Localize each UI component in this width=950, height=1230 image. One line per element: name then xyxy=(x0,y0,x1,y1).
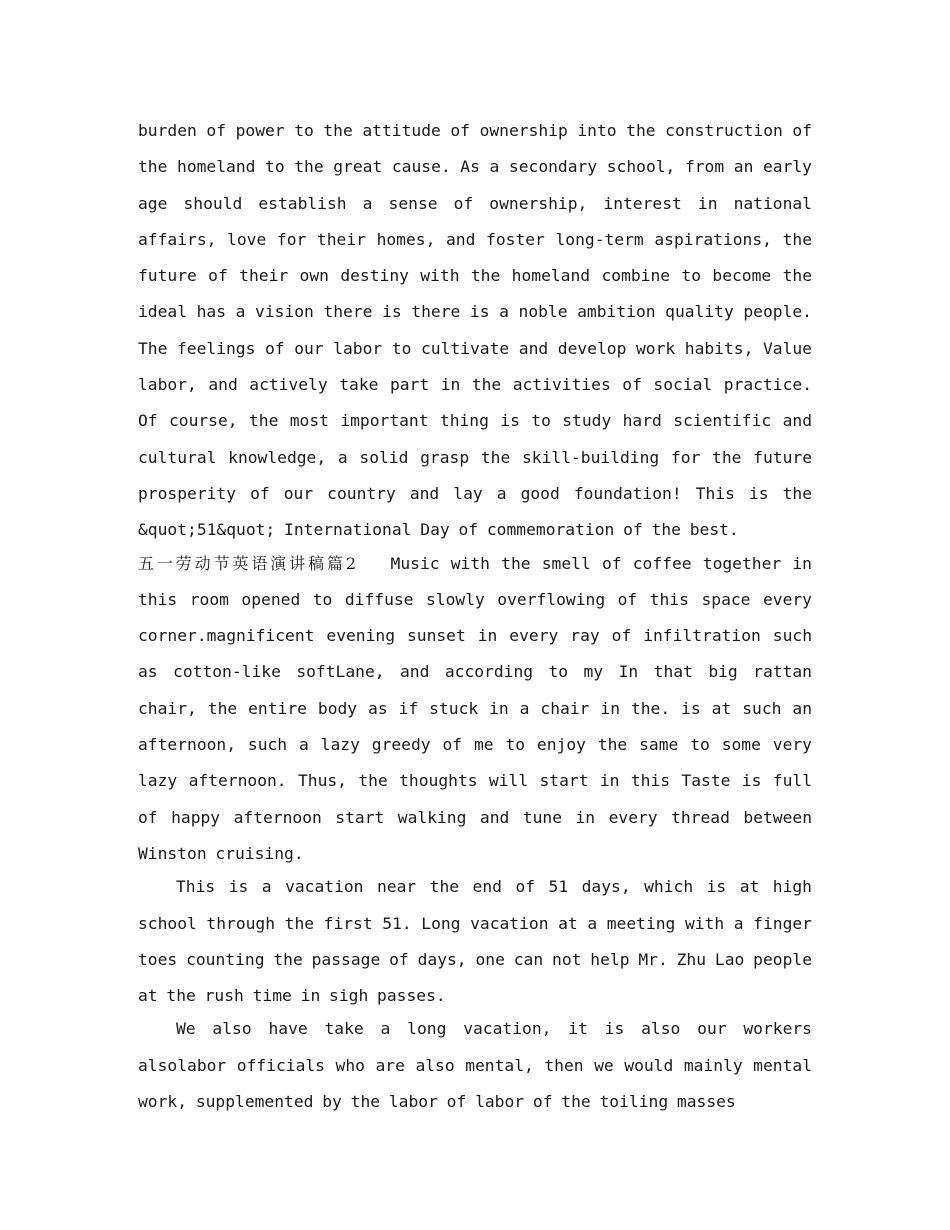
paragraph-vacation-end xyxy=(138,869,812,1014)
document-page xyxy=(138,113,812,1120)
paragraph-text: Music with the smell of coffee together in this room opened to diffuse slowly overflowing of this space every corner.magnificent evening sunset in every ray of infiltration such as cotton-like softLane, and according to my In that big rattan chair, the entire body as if stuck in a chair in the. is at such an afternoon, such a lazy greedy of me to enjoy the same to some very lazy afternoon. Thus, the thoughts will start in this Taste is full of happy afternoon start walking and tune in every thread between Winston cruising. xyxy=(138,553,812,863)
paragraph-music-coffee xyxy=(138,546,812,873)
paragraph-ownership xyxy=(138,113,812,549)
paragraph-long-vacation xyxy=(138,1011,812,1120)
paragraph-text: This is a vacation near the end of 51 days, which is at high school through the first 51. Long vacation at a meeting with a finger toes counting the passage of days, one can not help Mr. Zhu Lao people at the rush time in sigh passes. xyxy=(138,877,812,1006)
section-heading: 五一劳动节英语演讲稿篇2 xyxy=(138,553,357,573)
paragraph-text: burden of power to the attitude of ownership into the construction of the homeland to the great cause. As a secondary school, from an early age should establish a sense of ownership, interest in national affairs, love for their homes, and foster long-term aspirations, the future of their own destiny with the homeland combine to become the ideal has a vision there is there is a noble ambition quality people. The feelings of our labor to cultivate and develop work habits, Value labor, and actively take part in the activities of social practice. Of course, the most important thing is to study hard scientific and cultural knowledge, a solid grasp the skill-building for the future prosperity of our country and lay a good foundation! This is the &quot;51&quot; International Day of commemoration of the best. xyxy=(138,121,812,540)
paragraph-text: We also have take a long vacation, it is also our workers alsolabor officials who are also mental, then we would mainly mental work, supplemented by the labor of labor of the toiling masses xyxy=(138,1019,812,1112)
